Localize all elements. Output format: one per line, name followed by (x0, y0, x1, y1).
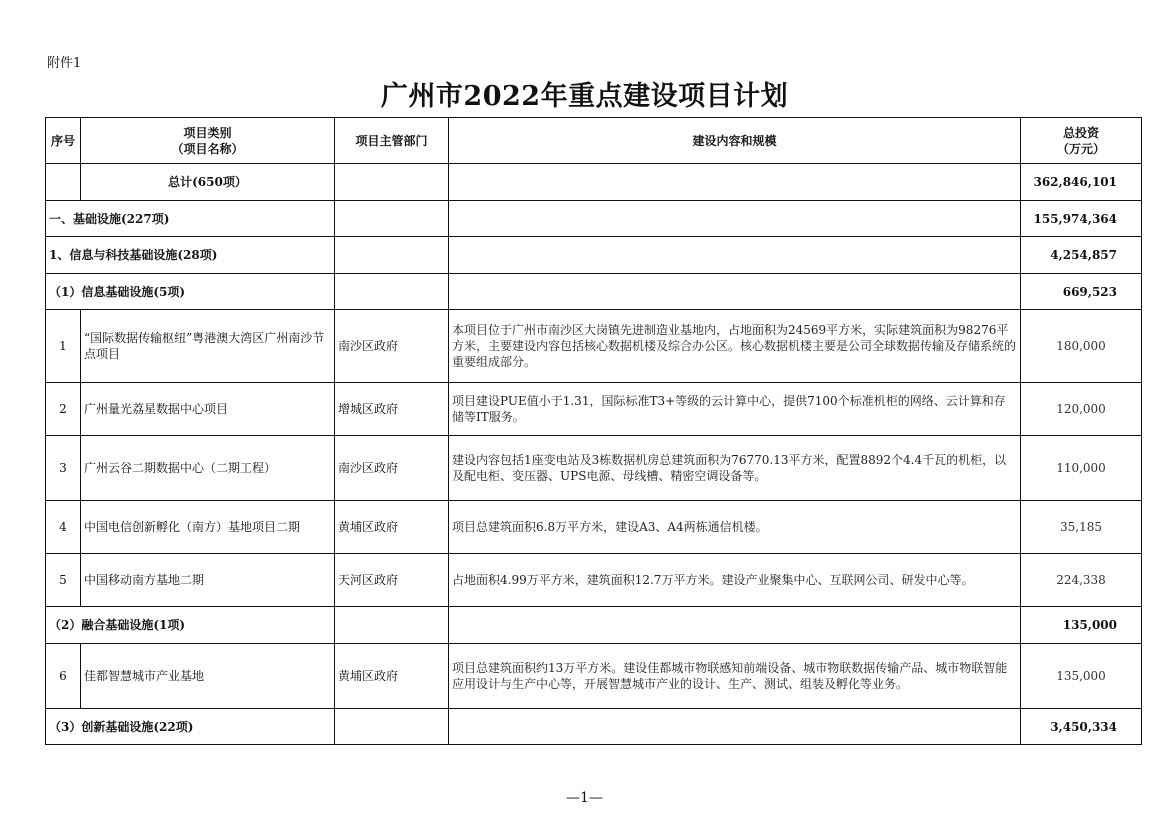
section-amount: 155,974,364 (1021, 201, 1142, 237)
project-name: 佳都智慧城市产业基地 (81, 644, 335, 709)
page-title: 广州市2022年重点建设项目计划 (380, 81, 789, 112)
project-no: 6 (46, 644, 81, 709)
group-label: （3）创新基础设施(22项) (46, 709, 335, 745)
group-label: （1）信息基础设施(5项) (46, 274, 335, 310)
header-seq: 序号 (46, 118, 81, 164)
project-name: 中国移动南方基地二期 (81, 554, 335, 607)
project-row (46, 436, 1142, 501)
header-invest-line2: （万元） (1056, 141, 1105, 156)
group-dept-cell (335, 607, 449, 644)
project-plan-table (45, 117, 1142, 745)
total-dept-cell (335, 164, 449, 201)
group-content-cell (449, 274, 1021, 310)
project-row (46, 383, 1142, 436)
total-seq-cell (46, 164, 81, 201)
project-amount: 135,000 (1021, 644, 1142, 709)
header-invest (1021, 118, 1142, 164)
header-content: 建设内容和规模 (449, 118, 1021, 164)
section-row (46, 201, 1142, 237)
page-number: —1— (566, 790, 603, 806)
group-amount: 669,523 (1021, 274, 1142, 310)
group-amount: 135,000 (1021, 607, 1142, 644)
project-content: 项目总建筑面积约13万平方米。建设佳都城市物联感知前端设备、城市物联数据传输产品、城市物联智能应用设计与生产中心等，开展智慧城市产业的设计、生产、测试、组装及孵化等业务。 (449, 644, 1021, 709)
project-name: 广州云谷二期数据中心（二期工程） (81, 436, 335, 501)
project-amount: 120,000 (1021, 383, 1142, 436)
total-label: 总计(650项） (81, 164, 335, 201)
group-row (46, 274, 1142, 310)
project-name: 中国电信创新孵化（南方）基地项目二期 (81, 501, 335, 554)
subsection-amount: 4,254,857 (1021, 237, 1142, 274)
project-dept: 黄埔区政府 (335, 501, 449, 554)
project-amount: 180,000 (1021, 310, 1142, 383)
total-amount: 362,846,101 (1021, 164, 1142, 201)
total-row (46, 164, 1142, 201)
project-row (46, 310, 1142, 383)
project-content: 项目建设PUE值小于1.31，国际标准T3+等级的云计算中心，提供7100个标准机柜的网络、云计算和存储等IT服务。 (449, 383, 1021, 436)
group-dept-cell (335, 709, 449, 745)
group-label: （2）融合基础设施(1项) (46, 607, 335, 644)
group-row (46, 709, 1142, 745)
header-dept: 项目主管部门 (335, 118, 449, 164)
group-amount: 3,450,334 (1021, 709, 1142, 745)
project-amount: 110,000 (1021, 436, 1142, 501)
project-row (46, 554, 1142, 607)
header-category (81, 118, 335, 164)
group-content-cell (449, 607, 1021, 644)
project-row (46, 501, 1142, 554)
project-content: 占地面积4.99万平方米，建筑面积12.7万平方米。建设产业聚集中心、互联网公司、研发中心等。 (449, 554, 1021, 607)
header-category-line1: 项目类别 (183, 125, 232, 140)
project-content: 本项目位于广州市南沙区大岗镇先进制造业基地内，占地面积为24569平方米，实际建筑面积为98276平方米，主要建设内容包括核心数据机楼及综合办公区。核心数据机楼主要是公司全球数据传输及存储系统的重要组成部分。 (449, 310, 1021, 383)
section-label: 一、基础设施(227项) (46, 201, 335, 237)
project-amount: 35,185 (1021, 501, 1142, 554)
project-dept: 增城区政府 (335, 383, 449, 436)
header-category-line2: （项目名称） (171, 141, 244, 156)
project-no: 3 (46, 436, 81, 501)
project-content: 项目总建筑面积6.8万平方米，建设A3、A4两栋通信机楼。 (449, 501, 1021, 554)
subsection-content-cell (449, 237, 1021, 274)
header-row (46, 118, 1142, 164)
project-amount: 224,338 (1021, 554, 1142, 607)
project-no: 1 (46, 310, 81, 383)
header-invest-line1: 总投资 (1062, 125, 1099, 140)
subsection-row (46, 237, 1142, 274)
project-content: 建设内容包括1座变电站及3栋数据机房总建筑面积为76770.13平方米，配置8892个4.4千瓦的机柜，以及配电柜、变压器、UPS电源、母线槽、精密空调设备等。 (449, 436, 1021, 501)
project-name: 广州量光荔星数据中心项目 (81, 383, 335, 436)
project-name: “国际数据传输枢纽”粤港澳大湾区广州南沙节点项目 (81, 310, 335, 383)
project-row (46, 644, 1142, 709)
project-dept: 南沙区政府 (335, 310, 449, 383)
group-content-cell (449, 709, 1021, 745)
subsection-label: 1、信息与科技基础设施(28项) (46, 237, 335, 274)
project-no: 2 (46, 383, 81, 436)
group-dept-cell (335, 274, 449, 310)
section-dept-cell (335, 201, 449, 237)
project-dept: 南沙区政府 (335, 436, 449, 501)
project-no: 4 (46, 501, 81, 554)
subsection-dept-cell (335, 237, 449, 274)
section-content-cell (449, 201, 1021, 237)
project-no: 5 (46, 554, 81, 607)
project-dept: 黄埔区政府 (335, 644, 449, 709)
project-dept: 天河区政府 (335, 554, 449, 607)
attachment-label: 附件1 (47, 56, 82, 71)
group-row (46, 607, 1142, 644)
total-content-cell (449, 164, 1021, 201)
